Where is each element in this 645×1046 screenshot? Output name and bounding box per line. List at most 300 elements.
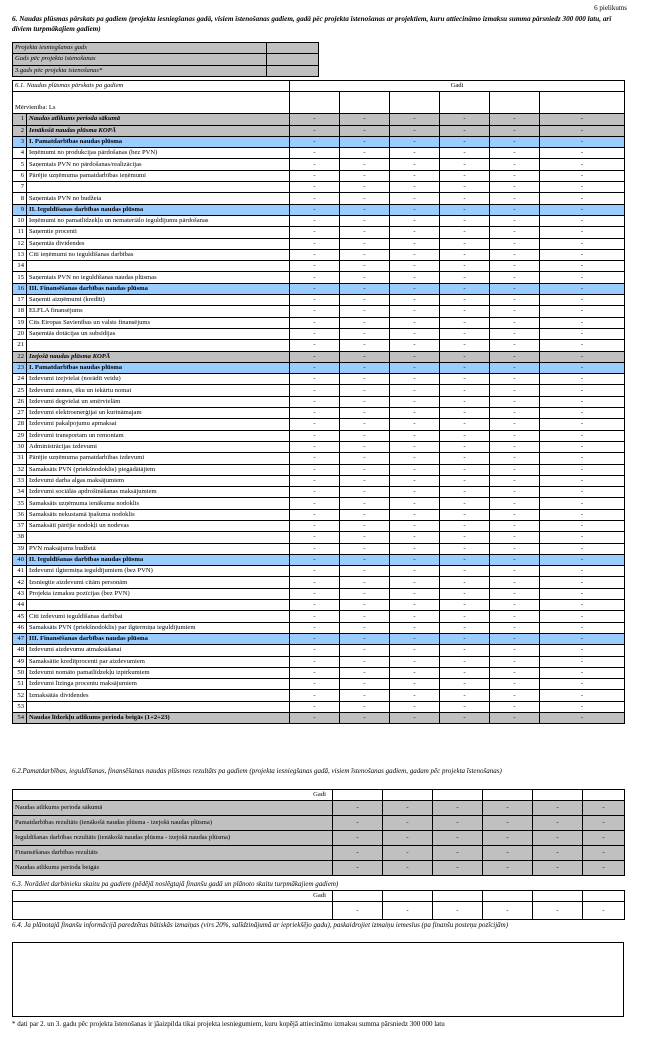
value-cell[interactable]: - bbox=[290, 125, 340, 136]
value-cell[interactable]: - bbox=[540, 532, 625, 543]
value-cell[interactable]: - bbox=[290, 464, 340, 475]
value-cell[interactable]: - bbox=[390, 182, 440, 193]
value-cell[interactable]: - bbox=[340, 204, 390, 215]
value-cell[interactable]: - bbox=[540, 396, 625, 407]
value-cell[interactable]: - bbox=[340, 283, 390, 294]
value-cell[interactable]: - bbox=[290, 340, 340, 351]
value-cell[interactable]: - bbox=[490, 701, 540, 712]
value-cell[interactable]: - bbox=[540, 193, 625, 204]
value-cell[interactable]: - bbox=[540, 611, 625, 622]
value-cell[interactable]: - bbox=[390, 509, 440, 520]
employee-count-cell[interactable]: - bbox=[583, 902, 625, 920]
value-cell[interactable]: - bbox=[440, 136, 490, 147]
value-cell[interactable]: - bbox=[540, 600, 625, 611]
value-cell[interactable]: - bbox=[290, 408, 340, 419]
year-cell[interactable] bbox=[383, 790, 433, 801]
value-cell[interactable]: - bbox=[290, 385, 340, 396]
value-cell[interactable]: - bbox=[440, 351, 490, 362]
value-cell[interactable]: - bbox=[340, 374, 390, 385]
value-cell[interactable]: - bbox=[340, 295, 390, 306]
value-cell[interactable]: - bbox=[390, 306, 440, 317]
value-cell[interactable]: - bbox=[490, 170, 540, 181]
value-cell[interactable]: - bbox=[333, 846, 383, 861]
value-cell[interactable]: - bbox=[390, 238, 440, 249]
value-cell[interactable]: - bbox=[540, 283, 625, 294]
value-cell[interactable]: - bbox=[390, 532, 440, 543]
value-cell[interactable]: - bbox=[540, 509, 625, 520]
value-cell[interactable]: - bbox=[390, 679, 440, 690]
value-cell[interactable]: - bbox=[390, 261, 440, 272]
value-cell[interactable]: - bbox=[490, 136, 540, 147]
value-cell[interactable]: - bbox=[490, 238, 540, 249]
value-cell[interactable]: - bbox=[290, 419, 340, 430]
value-cell[interactable]: - bbox=[433, 846, 483, 861]
value-cell[interactable]: - bbox=[540, 148, 625, 159]
value-cell[interactable]: - bbox=[490, 509, 540, 520]
value-cell[interactable]: - bbox=[490, 554, 540, 565]
value-cell[interactable]: - bbox=[440, 114, 490, 125]
value-cell[interactable]: - bbox=[340, 114, 390, 125]
value-cell[interactable]: - bbox=[540, 633, 625, 644]
employee-count-cell[interactable]: - bbox=[433, 902, 483, 920]
value-cell[interactable]: - bbox=[490, 656, 540, 667]
value-cell[interactable]: - bbox=[340, 306, 390, 317]
value-cell[interactable]: - bbox=[340, 611, 390, 622]
value-cell[interactable]: - bbox=[340, 554, 390, 565]
value-cell[interactable]: - bbox=[440, 385, 490, 396]
value-cell[interactable]: - bbox=[583, 816, 625, 831]
value-cell[interactable]: - bbox=[340, 340, 390, 351]
value-cell[interactable]: - bbox=[390, 600, 440, 611]
value-cell[interactable]: - bbox=[440, 475, 490, 486]
value-cell[interactable]: - bbox=[340, 498, 390, 509]
value-cell[interactable]: - bbox=[440, 170, 490, 181]
value-cell[interactable]: - bbox=[540, 340, 625, 351]
value-cell[interactable]: - bbox=[540, 385, 625, 396]
value-cell[interactable]: - bbox=[540, 498, 625, 509]
value-cell[interactable]: - bbox=[390, 430, 440, 441]
value-cell[interactable]: - bbox=[290, 577, 340, 588]
value-cell[interactable]: - bbox=[490, 295, 540, 306]
value-cell[interactable]: - bbox=[333, 861, 383, 876]
value-cell[interactable]: - bbox=[390, 554, 440, 565]
value-cell[interactable]: - bbox=[390, 588, 440, 599]
value-cell[interactable]: - bbox=[390, 667, 440, 678]
value-cell[interactable]: - bbox=[490, 385, 540, 396]
value-cell[interactable]: - bbox=[340, 453, 390, 464]
year-value-input[interactable] bbox=[267, 43, 319, 54]
value-cell[interactable]: - bbox=[490, 193, 540, 204]
value-cell[interactable]: - bbox=[340, 690, 390, 701]
value-cell[interactable]: - bbox=[540, 464, 625, 475]
value-cell[interactable]: - bbox=[290, 215, 340, 226]
value-cell[interactable]: - bbox=[340, 622, 390, 633]
value-cell[interactable]: - bbox=[433, 861, 483, 876]
value-cell[interactable]: - bbox=[383, 846, 433, 861]
value-cell[interactable]: - bbox=[290, 204, 340, 215]
employee-count-cell[interactable]: - bbox=[533, 902, 583, 920]
value-cell[interactable]: - bbox=[340, 667, 390, 678]
value-cell[interactable]: - bbox=[490, 622, 540, 633]
value-cell[interactable]: - bbox=[440, 656, 490, 667]
value-cell[interactable]: - bbox=[340, 532, 390, 543]
value-cell[interactable]: - bbox=[340, 408, 390, 419]
value-cell[interactable]: - bbox=[540, 475, 625, 486]
value-cell[interactable]: - bbox=[383, 816, 433, 831]
value-cell[interactable]: - bbox=[340, 475, 390, 486]
value-cell[interactable]: - bbox=[290, 261, 340, 272]
value-cell[interactable]: - bbox=[333, 816, 383, 831]
value-cell[interactable]: - bbox=[490, 453, 540, 464]
value-cell[interactable]: - bbox=[540, 182, 625, 193]
value-cell[interactable]: - bbox=[490, 577, 540, 588]
value-cell[interactable]: - bbox=[340, 588, 390, 599]
value-cell[interactable]: - bbox=[390, 487, 440, 498]
value-cell[interactable]: - bbox=[490, 272, 540, 283]
value-cell[interactable]: - bbox=[540, 351, 625, 362]
value-cell[interactable]: - bbox=[540, 306, 625, 317]
value-cell[interactable]: - bbox=[440, 272, 490, 283]
value-cell[interactable]: - bbox=[483, 801, 533, 816]
value-cell[interactable]: - bbox=[340, 328, 390, 339]
value-cell[interactable]: - bbox=[490, 600, 540, 611]
employee-count-cell[interactable]: - bbox=[333, 902, 383, 920]
value-cell[interactable]: - bbox=[440, 566, 490, 577]
value-cell[interactable]: - bbox=[290, 317, 340, 328]
value-cell[interactable]: - bbox=[340, 543, 390, 554]
value-cell[interactable]: - bbox=[290, 498, 340, 509]
employee-count-cell[interactable]: - bbox=[383, 902, 433, 920]
year-cell[interactable] bbox=[483, 891, 533, 902]
value-cell[interactable]: - bbox=[490, 667, 540, 678]
value-cell[interactable]: - bbox=[390, 645, 440, 656]
year-value-input[interactable] bbox=[267, 54, 319, 65]
value-cell[interactable]: - bbox=[390, 125, 440, 136]
value-cell[interactable]: - bbox=[540, 554, 625, 565]
value-cell[interactable]: - bbox=[440, 509, 490, 520]
value-cell[interactable]: - bbox=[583, 861, 625, 876]
year-cell[interactable] bbox=[533, 790, 583, 801]
value-cell[interactable]: - bbox=[290, 272, 340, 283]
value-cell[interactable]: - bbox=[440, 328, 490, 339]
value-cell[interactable]: - bbox=[390, 340, 440, 351]
value-cell[interactable]: - bbox=[340, 272, 390, 283]
value-cell[interactable]: - bbox=[583, 831, 625, 846]
value-cell[interactable]: - bbox=[290, 249, 340, 260]
value-cell[interactable]: - bbox=[390, 611, 440, 622]
value-cell[interactable]: - bbox=[490, 611, 540, 622]
value-cell[interactable]: - bbox=[440, 159, 490, 170]
value-cell[interactable]: - bbox=[540, 136, 625, 147]
value-cell[interactable]: - bbox=[340, 362, 390, 373]
value-cell[interactable]: - bbox=[340, 713, 390, 724]
value-cell[interactable]: - bbox=[490, 159, 540, 170]
value-cell[interactable]: - bbox=[390, 441, 440, 452]
value-cell[interactable]: - bbox=[390, 464, 440, 475]
value-cell[interactable]: - bbox=[490, 566, 540, 577]
value-cell[interactable]: - bbox=[340, 600, 390, 611]
value-cell[interactable]: - bbox=[483, 816, 533, 831]
value-cell[interactable]: - bbox=[383, 801, 433, 816]
value-cell[interactable]: - bbox=[390, 328, 440, 339]
value-cell[interactable]: - bbox=[490, 227, 540, 238]
value-cell[interactable]: - bbox=[290, 430, 340, 441]
value-cell[interactable]: - bbox=[390, 713, 440, 724]
value-cell[interactable]: - bbox=[490, 679, 540, 690]
value-cell[interactable]: - bbox=[290, 193, 340, 204]
value-cell[interactable]: - bbox=[340, 396, 390, 407]
value-cell[interactable]: - bbox=[340, 125, 390, 136]
value-cell[interactable]: - bbox=[340, 566, 390, 577]
value-cell[interactable]: - bbox=[440, 125, 490, 136]
value-cell[interactable]: - bbox=[540, 713, 625, 724]
value-cell[interactable]: - bbox=[440, 600, 490, 611]
value-cell[interactable]: - bbox=[340, 464, 390, 475]
value-cell[interactable]: - bbox=[490, 419, 540, 430]
value-cell[interactable]: - bbox=[290, 374, 340, 385]
value-cell[interactable]: - bbox=[290, 148, 340, 159]
value-cell[interactable]: - bbox=[440, 453, 490, 464]
value-cell[interactable]: - bbox=[533, 816, 583, 831]
value-cell[interactable]: - bbox=[540, 566, 625, 577]
value-cell[interactable]: - bbox=[490, 362, 540, 373]
value-cell[interactable]: - bbox=[440, 464, 490, 475]
value-cell[interactable]: - bbox=[340, 509, 390, 520]
value-cell[interactable]: - bbox=[440, 283, 490, 294]
value-cell[interactable]: - bbox=[540, 159, 625, 170]
value-cell[interactable]: - bbox=[433, 816, 483, 831]
value-cell[interactable]: - bbox=[490, 317, 540, 328]
value-cell[interactable]: - bbox=[540, 622, 625, 633]
value-cell[interactable]: - bbox=[390, 622, 440, 633]
value-cell[interactable]: - bbox=[490, 487, 540, 498]
value-cell[interactable]: - bbox=[290, 532, 340, 543]
value-cell[interactable]: - bbox=[333, 831, 383, 846]
value-cell[interactable]: - bbox=[290, 520, 340, 531]
value-cell[interactable]: - bbox=[390, 215, 440, 226]
value-cell[interactable]: - bbox=[440, 588, 490, 599]
value-cell[interactable]: - bbox=[290, 622, 340, 633]
value-cell[interactable]: - bbox=[390, 295, 440, 306]
value-cell[interactable]: - bbox=[390, 396, 440, 407]
year-cell[interactable] bbox=[490, 92, 540, 114]
value-cell[interactable]: - bbox=[290, 701, 340, 712]
value-cell[interactable]: - bbox=[440, 701, 490, 712]
value-cell[interactable]: - bbox=[383, 861, 433, 876]
year-cell[interactable] bbox=[540, 92, 625, 114]
value-cell[interactable]: - bbox=[540, 238, 625, 249]
value-cell[interactable]: - bbox=[390, 690, 440, 701]
value-cell[interactable]: - bbox=[490, 408, 540, 419]
value-cell[interactable]: - bbox=[540, 215, 625, 226]
value-cell[interactable]: - bbox=[440, 532, 490, 543]
value-cell[interactable]: - bbox=[390, 159, 440, 170]
value-cell[interactable]: - bbox=[440, 543, 490, 554]
value-cell[interactable]: - bbox=[340, 520, 390, 531]
value-cell[interactable]: - bbox=[540, 125, 625, 136]
year-cell[interactable] bbox=[390, 92, 440, 114]
value-cell[interactable]: - bbox=[290, 182, 340, 193]
value-cell[interactable]: - bbox=[390, 362, 440, 373]
value-cell[interactable]: - bbox=[540, 656, 625, 667]
value-cell[interactable]: - bbox=[290, 543, 340, 554]
value-cell[interactable]: - bbox=[390, 656, 440, 667]
value-cell[interactable]: - bbox=[490, 543, 540, 554]
value-cell[interactable]: - bbox=[390, 374, 440, 385]
value-cell[interactable]: - bbox=[540, 701, 625, 712]
value-cell[interactable]: - bbox=[440, 148, 490, 159]
value-cell[interactable]: - bbox=[540, 645, 625, 656]
value-cell[interactable]: - bbox=[440, 713, 490, 724]
value-cell[interactable]: - bbox=[440, 182, 490, 193]
value-cell[interactable]: - bbox=[390, 385, 440, 396]
value-cell[interactable]: - bbox=[390, 566, 440, 577]
year-cell[interactable] bbox=[583, 891, 625, 902]
value-cell[interactable]: - bbox=[340, 170, 390, 181]
value-cell[interactable]: - bbox=[540, 408, 625, 419]
value-cell[interactable]: - bbox=[440, 306, 490, 317]
value-cell[interactable]: - bbox=[290, 396, 340, 407]
value-cell[interactable]: - bbox=[440, 193, 490, 204]
value-cell[interactable]: - bbox=[490, 306, 540, 317]
value-cell[interactable]: - bbox=[290, 441, 340, 452]
value-cell[interactable]: - bbox=[383, 831, 433, 846]
value-cell[interactable]: - bbox=[540, 374, 625, 385]
value-cell[interactable]: - bbox=[390, 114, 440, 125]
value-cell[interactable]: - bbox=[583, 801, 625, 816]
value-cell[interactable]: - bbox=[340, 430, 390, 441]
value-cell[interactable]: - bbox=[290, 227, 340, 238]
value-cell[interactable]: - bbox=[390, 453, 440, 464]
value-cell[interactable]: - bbox=[340, 227, 390, 238]
value-cell[interactable]: - bbox=[540, 114, 625, 125]
value-cell[interactable]: - bbox=[540, 667, 625, 678]
value-cell[interactable]: - bbox=[540, 453, 625, 464]
value-cell[interactable]: - bbox=[340, 193, 390, 204]
year-cell[interactable] bbox=[340, 92, 390, 114]
value-cell[interactable]: - bbox=[340, 441, 390, 452]
value-cell[interactable]: - bbox=[340, 136, 390, 147]
value-cell[interactable]: - bbox=[440, 622, 490, 633]
value-cell[interactable]: - bbox=[440, 679, 490, 690]
value-cell[interactable]: - bbox=[540, 679, 625, 690]
value-cell[interactable]: - bbox=[540, 520, 625, 531]
value-cell[interactable]: - bbox=[540, 419, 625, 430]
value-cell[interactable]: - bbox=[440, 667, 490, 678]
value-cell[interactable]: - bbox=[490, 148, 540, 159]
value-cell[interactable]: - bbox=[290, 453, 340, 464]
value-cell[interactable]: - bbox=[390, 193, 440, 204]
year-cell[interactable] bbox=[433, 790, 483, 801]
value-cell[interactable]: - bbox=[490, 396, 540, 407]
value-cell[interactable]: - bbox=[540, 261, 625, 272]
value-cell[interactable]: - bbox=[440, 645, 490, 656]
value-cell[interactable]: - bbox=[540, 690, 625, 701]
value-cell[interactable]: - bbox=[340, 645, 390, 656]
value-cell[interactable]: - bbox=[440, 554, 490, 565]
year-cell[interactable] bbox=[440, 92, 490, 114]
value-cell[interactable]: - bbox=[440, 215, 490, 226]
value-cell[interactable]: - bbox=[340, 238, 390, 249]
value-cell[interactable]: - bbox=[290, 487, 340, 498]
value-cell[interactable]: - bbox=[390, 249, 440, 260]
value-cell[interactable]: - bbox=[440, 690, 490, 701]
value-cell[interactable]: - bbox=[433, 831, 483, 846]
value-cell[interactable]: - bbox=[490, 464, 540, 475]
value-cell[interactable]: - bbox=[440, 204, 490, 215]
value-cell[interactable]: - bbox=[290, 566, 340, 577]
value-cell[interactable]: - bbox=[290, 656, 340, 667]
value-cell[interactable]: - bbox=[440, 396, 490, 407]
value-cell[interactable]: - bbox=[440, 408, 490, 419]
value-cell[interactable]: - bbox=[490, 520, 540, 531]
value-cell[interactable]: - bbox=[340, 351, 390, 362]
value-cell[interactable]: - bbox=[340, 487, 390, 498]
value-cell[interactable]: - bbox=[290, 306, 340, 317]
value-cell[interactable]: - bbox=[490, 441, 540, 452]
value-cell[interactable]: - bbox=[540, 295, 625, 306]
value-cell[interactable]: - bbox=[490, 340, 540, 351]
value-cell[interactable]: - bbox=[340, 249, 390, 260]
value-cell[interactable]: - bbox=[440, 611, 490, 622]
value-cell[interactable]: - bbox=[490, 690, 540, 701]
value-cell[interactable]: - bbox=[490, 125, 540, 136]
value-cell[interactable]: - bbox=[440, 374, 490, 385]
value-cell[interactable]: - bbox=[390, 317, 440, 328]
value-cell[interactable]: - bbox=[390, 148, 440, 159]
value-cell[interactable]: - bbox=[340, 148, 390, 159]
value-cell[interactable]: - bbox=[540, 430, 625, 441]
value-cell[interactable]: - bbox=[490, 249, 540, 260]
value-cell[interactable]: - bbox=[340, 317, 390, 328]
value-cell[interactable]: - bbox=[440, 633, 490, 644]
value-cell[interactable]: - bbox=[340, 419, 390, 430]
value-cell[interactable]: - bbox=[440, 577, 490, 588]
value-cell[interactable]: - bbox=[390, 577, 440, 588]
value-cell[interactable]: - bbox=[390, 520, 440, 531]
value-cell[interactable]: - bbox=[490, 430, 540, 441]
value-cell[interactable]: - bbox=[290, 690, 340, 701]
value-cell[interactable]: - bbox=[540, 441, 625, 452]
value-cell[interactable]: - bbox=[340, 679, 390, 690]
value-cell[interactable]: - bbox=[490, 215, 540, 226]
year-cell[interactable] bbox=[333, 891, 383, 902]
value-cell[interactable]: - bbox=[583, 846, 625, 861]
year-cell[interactable] bbox=[483, 790, 533, 801]
year-cell[interactable] bbox=[290, 92, 340, 114]
value-cell[interactable]: - bbox=[290, 611, 340, 622]
year-cell[interactable] bbox=[533, 891, 583, 902]
value-cell[interactable]: - bbox=[290, 328, 340, 339]
value-cell[interactable]: - bbox=[540, 170, 625, 181]
value-cell[interactable]: - bbox=[290, 114, 340, 125]
value-cell[interactable]: - bbox=[390, 701, 440, 712]
value-cell[interactable]: - bbox=[490, 261, 540, 272]
value-cell[interactable]: - bbox=[440, 249, 490, 260]
value-cell[interactable]: - bbox=[290, 295, 340, 306]
value-cell[interactable]: - bbox=[290, 475, 340, 486]
value-cell[interactable]: - bbox=[390, 475, 440, 486]
value-cell[interactable]: - bbox=[440, 498, 490, 509]
value-cell[interactable]: - bbox=[540, 317, 625, 328]
value-cell[interactable]: - bbox=[440, 227, 490, 238]
value-cell[interactable]: - bbox=[440, 295, 490, 306]
value-cell[interactable]: - bbox=[440, 419, 490, 430]
value-cell[interactable]: - bbox=[290, 509, 340, 520]
value-cell[interactable]: - bbox=[490, 182, 540, 193]
value-cell[interactable]: - bbox=[340, 633, 390, 644]
value-cell[interactable]: - bbox=[290, 170, 340, 181]
